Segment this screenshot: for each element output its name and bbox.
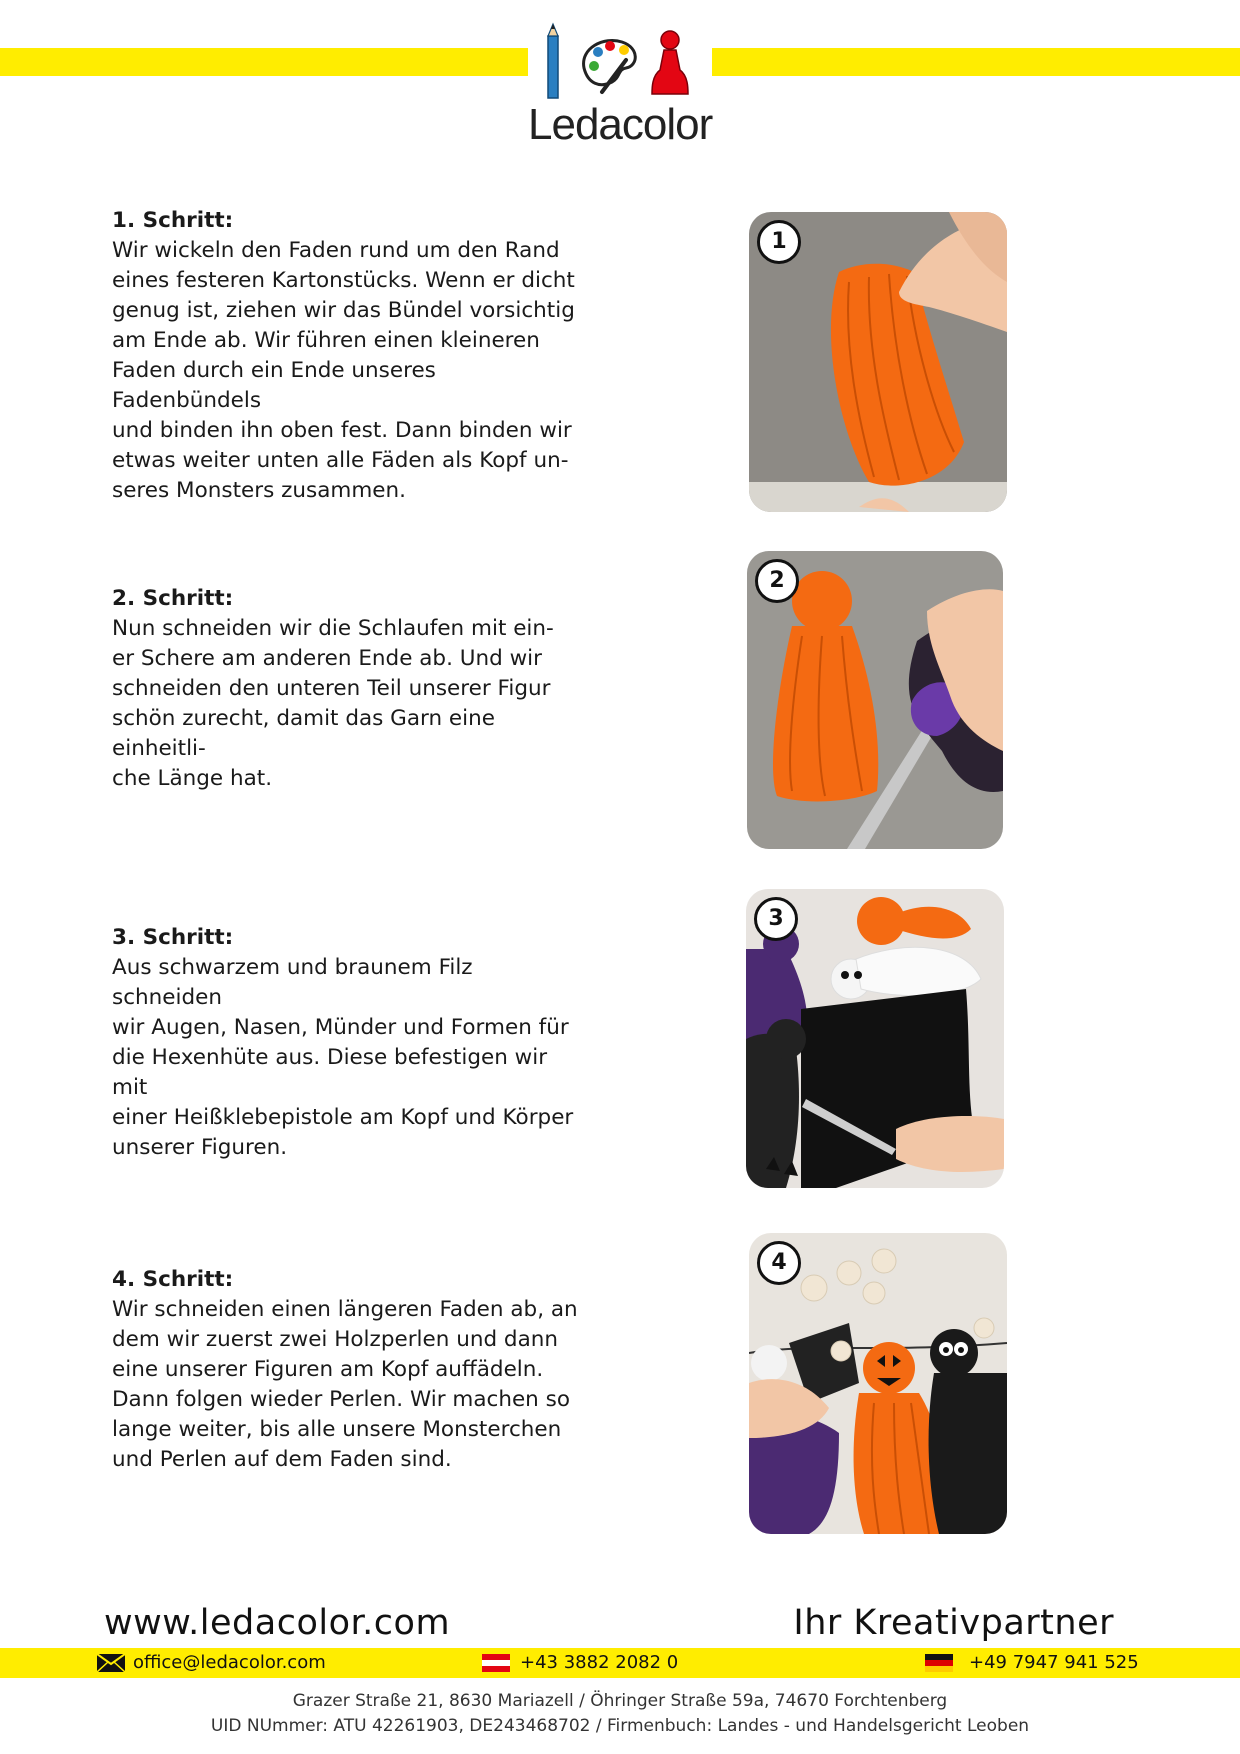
envelope-icon [97, 1654, 125, 1672]
step-1-line: und binden ihn oben fest. Dann binden wir [112, 418, 572, 443]
step-3-line: einer Heißklebepistole am Kopf und Körper [112, 1105, 574, 1130]
step-1-line: Faden durch ein Ende unseres Fadenbündels [112, 358, 436, 413]
step-4-title: 4. Schritt: [112, 1267, 234, 1292]
step-3-line: unserer Figuren. [112, 1135, 288, 1160]
step-4-line: dem wir zuerst zwei Holzperlen und dann [112, 1327, 558, 1352]
phone-austria[interactable] [482, 1651, 678, 1675]
company-registration-line: UID NUmmer: ATU 42261903, DE243468702 / Firmenbuch: Landes - und Handelsgericht Leoben [210, 1716, 1030, 1736]
step-1-line: genug ist, ziehen wir das Bündel vorsichtig [112, 298, 575, 323]
step-2-photo [747, 551, 1003, 849]
step-1-text [112, 206, 582, 506]
austria-flag-icon [482, 1654, 510, 1672]
step-1-photo [749, 212, 1007, 512]
step-1-line: am Ende ab. Wir führen einen kleineren [112, 328, 540, 353]
website-link[interactable]: www.ledacolor.com [104, 1603, 451, 1643]
step-number-badge: 3 [754, 897, 798, 941]
phone-germany-text[interactable]: +49 7947 941 525 [969, 1652, 1139, 1673]
step-2-line: schön zurecht, damit das Garn eine einheitli- [112, 706, 495, 761]
step-1-line: etwas weiter unten alle Fäden als Kopf un- [112, 448, 569, 473]
step-4-text [112, 1265, 582, 1475]
step-number-badge: 1 [757, 220, 801, 264]
step-3-line: Aus schwarzem und braunem Filz schneiden [112, 955, 473, 1010]
germany-flag-icon [925, 1654, 953, 1672]
step-2-text [112, 584, 582, 794]
logo-graphic [542, 22, 702, 108]
logo[interactable] [528, 18, 713, 149]
step-1-title: 1. Schritt: [112, 208, 234, 233]
pencil-icon [548, 24, 558, 98]
logo-text: Ledacolor [528, 100, 713, 149]
step-2-line: schneiden den unteren Teil unserer Figur [112, 676, 551, 701]
phone-austria-text[interactable]: +43 3882 2082 0 [520, 1652, 679, 1673]
step-1-line: eines festeren Kartonstücks. Wenn er dicht [112, 268, 575, 293]
game-piece-icon [652, 31, 688, 94]
step-2-line: che Länge hat. [112, 766, 273, 791]
step-1-line: seres Monsters zusammen. [112, 478, 406, 503]
step-1-line: Wir wickeln den Faden rund um den Rand [112, 238, 560, 263]
step-4-line: Dann folgen wieder Perlen. Wir machen so [112, 1387, 570, 1412]
step-2-line: Nun schneiden wir die Schlaufen mit ein- [112, 616, 554, 641]
phone-germany[interactable] [925, 1651, 1139, 1675]
slogan: Ihr Kreativpartner [793, 1603, 1114, 1643]
step-3-line: wir Augen, Nasen, Münder und Formen für [112, 1015, 569, 1040]
palette-icon [584, 40, 636, 92]
step-3-title: 3. Schritt: [112, 925, 234, 950]
email-contact[interactable] [97, 1651, 326, 1675]
step-4-line: Wir schneiden einen längeren Faden ab, an [112, 1297, 578, 1322]
step-4-line: eine unserer Figuren am Kopf auffädeln. [112, 1357, 544, 1382]
step-4-line: lange weiter, bis alle unsere Monsterchen [112, 1417, 562, 1442]
step-3-line: die Hexenhüte aus. Diese befestigen wir mit [112, 1045, 548, 1100]
step-4-line: und Perlen auf dem Faden sind. [112, 1447, 452, 1472]
address-line: Grazer Straße 21, 8630 Mariazell / Öhringer Straße 59a, 74670 Forchtenberg [292, 1691, 948, 1711]
email-text[interactable]: office@ledacolor.com [133, 1652, 326, 1673]
step-2-title: 2. Schritt: [112, 586, 234, 611]
step-3-photo [746, 889, 1004, 1188]
step-number-badge: 2 [755, 559, 799, 603]
step-2-line: er Schere am anderen Ende ab. Und wir [112, 646, 542, 671]
step-4-photo [749, 1233, 1007, 1534]
step-number-badge: 4 [757, 1241, 801, 1285]
step-3-text [112, 923, 582, 1163]
